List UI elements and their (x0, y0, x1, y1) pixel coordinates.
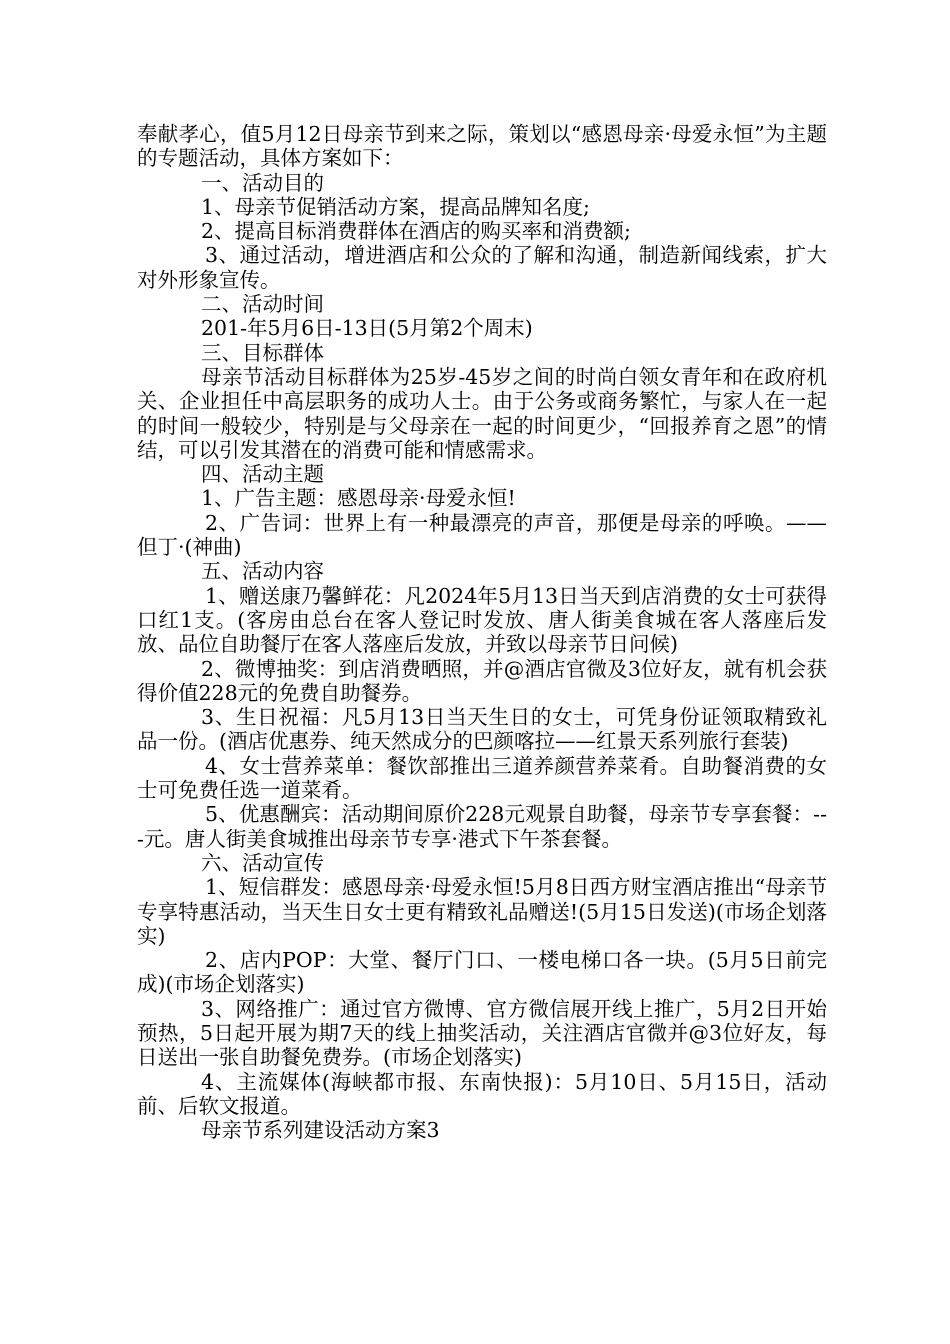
purpose-item-1: 1、母亲节促销活动方案，提高品牌知名度; (201, 194, 590, 219)
content-item-5: 5、优惠酬宾：活动期间原价228元观景自助餐，母亲节专享套餐：---元。唐人街美食城推出母亲节专享·港式下午茶套餐。 (137, 802, 827, 851)
section-heading-content: 五、活动内容 (201, 559, 324, 584)
section-heading-audience: 三、目标群体 (201, 340, 324, 365)
purpose-item-3: 3、通过活动，增进酒店和公众的了解和沟通，制造新闻线索，扩大对外形象宣传。 (137, 243, 827, 292)
promotion-item-2: 2、店内POP：大堂、餐厅门口、一楼电梯口各一块。(5月5日前完成)(市场企划落实) (137, 948, 827, 997)
section-heading-theme: 四、活动主题 (201, 462, 324, 487)
promotion-item-4: 4、主流媒体(海峡都市报、东南快报)：5月10日、5月15日，活动前、后软文报道。 (137, 1069, 827, 1118)
content-item-1: 1、赠送康乃馨鲜花：凡2024年5月13日当天到店消费的女士可获得口红1支。(客房由总台在客人登记时发放、唐人街美食城在客人落座后发放、品位自助餐厅在客人落座后发放，并致以母亲节日问候) (137, 583, 827, 657)
audience-paragraph: 母亲节活动目标群体为25岁-45岁之间的时尚白领女青年和在政府机关、企业担任中高层职务的成功人士。由于公务或商务繁忙，与家人在一起的时间一般较少，特别是与父母亲在一起的时间更少，“回报养育之恩”的情结，可以引发其潜在的消费可能和情感需求。 (137, 364, 827, 462)
document-body (137, 122, 827, 1142)
next-plan-heading: 母亲节系列建设活动方案3 (201, 1118, 440, 1143)
section-heading-purpose: 一、活动目的 (201, 170, 324, 195)
content-item-4: 4、女士营养菜单：餐饮部推出三道养颜营养菜肴。自助餐消费的女士可免费任选一道菜肴。 (137, 753, 827, 803)
content-item-3: 3、生日祝福：凡5月13日当天生日的女士，可凭身份证领取精致礼品一份。(酒店优惠券、纯天然成分的巴颜喀拉——红景天系列旅行套装) (137, 705, 827, 754)
theme-item-1: 1、广告主题：感恩母亲·母爱永恒! (201, 486, 516, 511)
promotion-item-1: 1、短信群发：感恩母亲·母爱永恒!5月8日西方财宝酒店推出“母亲节专享特惠活动，当天生日女士更有精致礼品赠送!(5月15日发送)(市场企划落实) (137, 875, 827, 948)
time-paragraph: 201-年5月6日-13日(5月第2个周末) (201, 316, 533, 341)
intro-paragraph: 奉献孝心，值5月12日母亲节到来之际，策划以“感恩母亲·母爱永恒”为主题的专题活动，具体方案如下： (137, 122, 827, 171)
promotion-item-3: 3、网络推广：通过官方微博、官方微信展开线上推广，5月2日开始预热，5日起开展为期7天的线上抽奖活动，关注酒店官微并@3位好友，每日送出一张自助餐免费券。(市场企划落实) (137, 996, 827, 1070)
theme-item-2: 2、广告词：世界上有一种最漂亮的声音，那便是母亲的呼唤。——但丁·(神曲) (137, 510, 827, 560)
section-heading-promotion: 六、活动宣传 (201, 850, 324, 875)
section-heading-time: 二、活动时间 (201, 292, 324, 317)
purpose-item-2: 2、提高目标消费群体在酒店的购买率和消费额; (201, 219, 631, 244)
content-item-2: 2、微博抽奖：到店消费晒照，并@酒店官微及3位好友，就有机会获得价值228元的免费自助餐券。 (137, 656, 827, 705)
